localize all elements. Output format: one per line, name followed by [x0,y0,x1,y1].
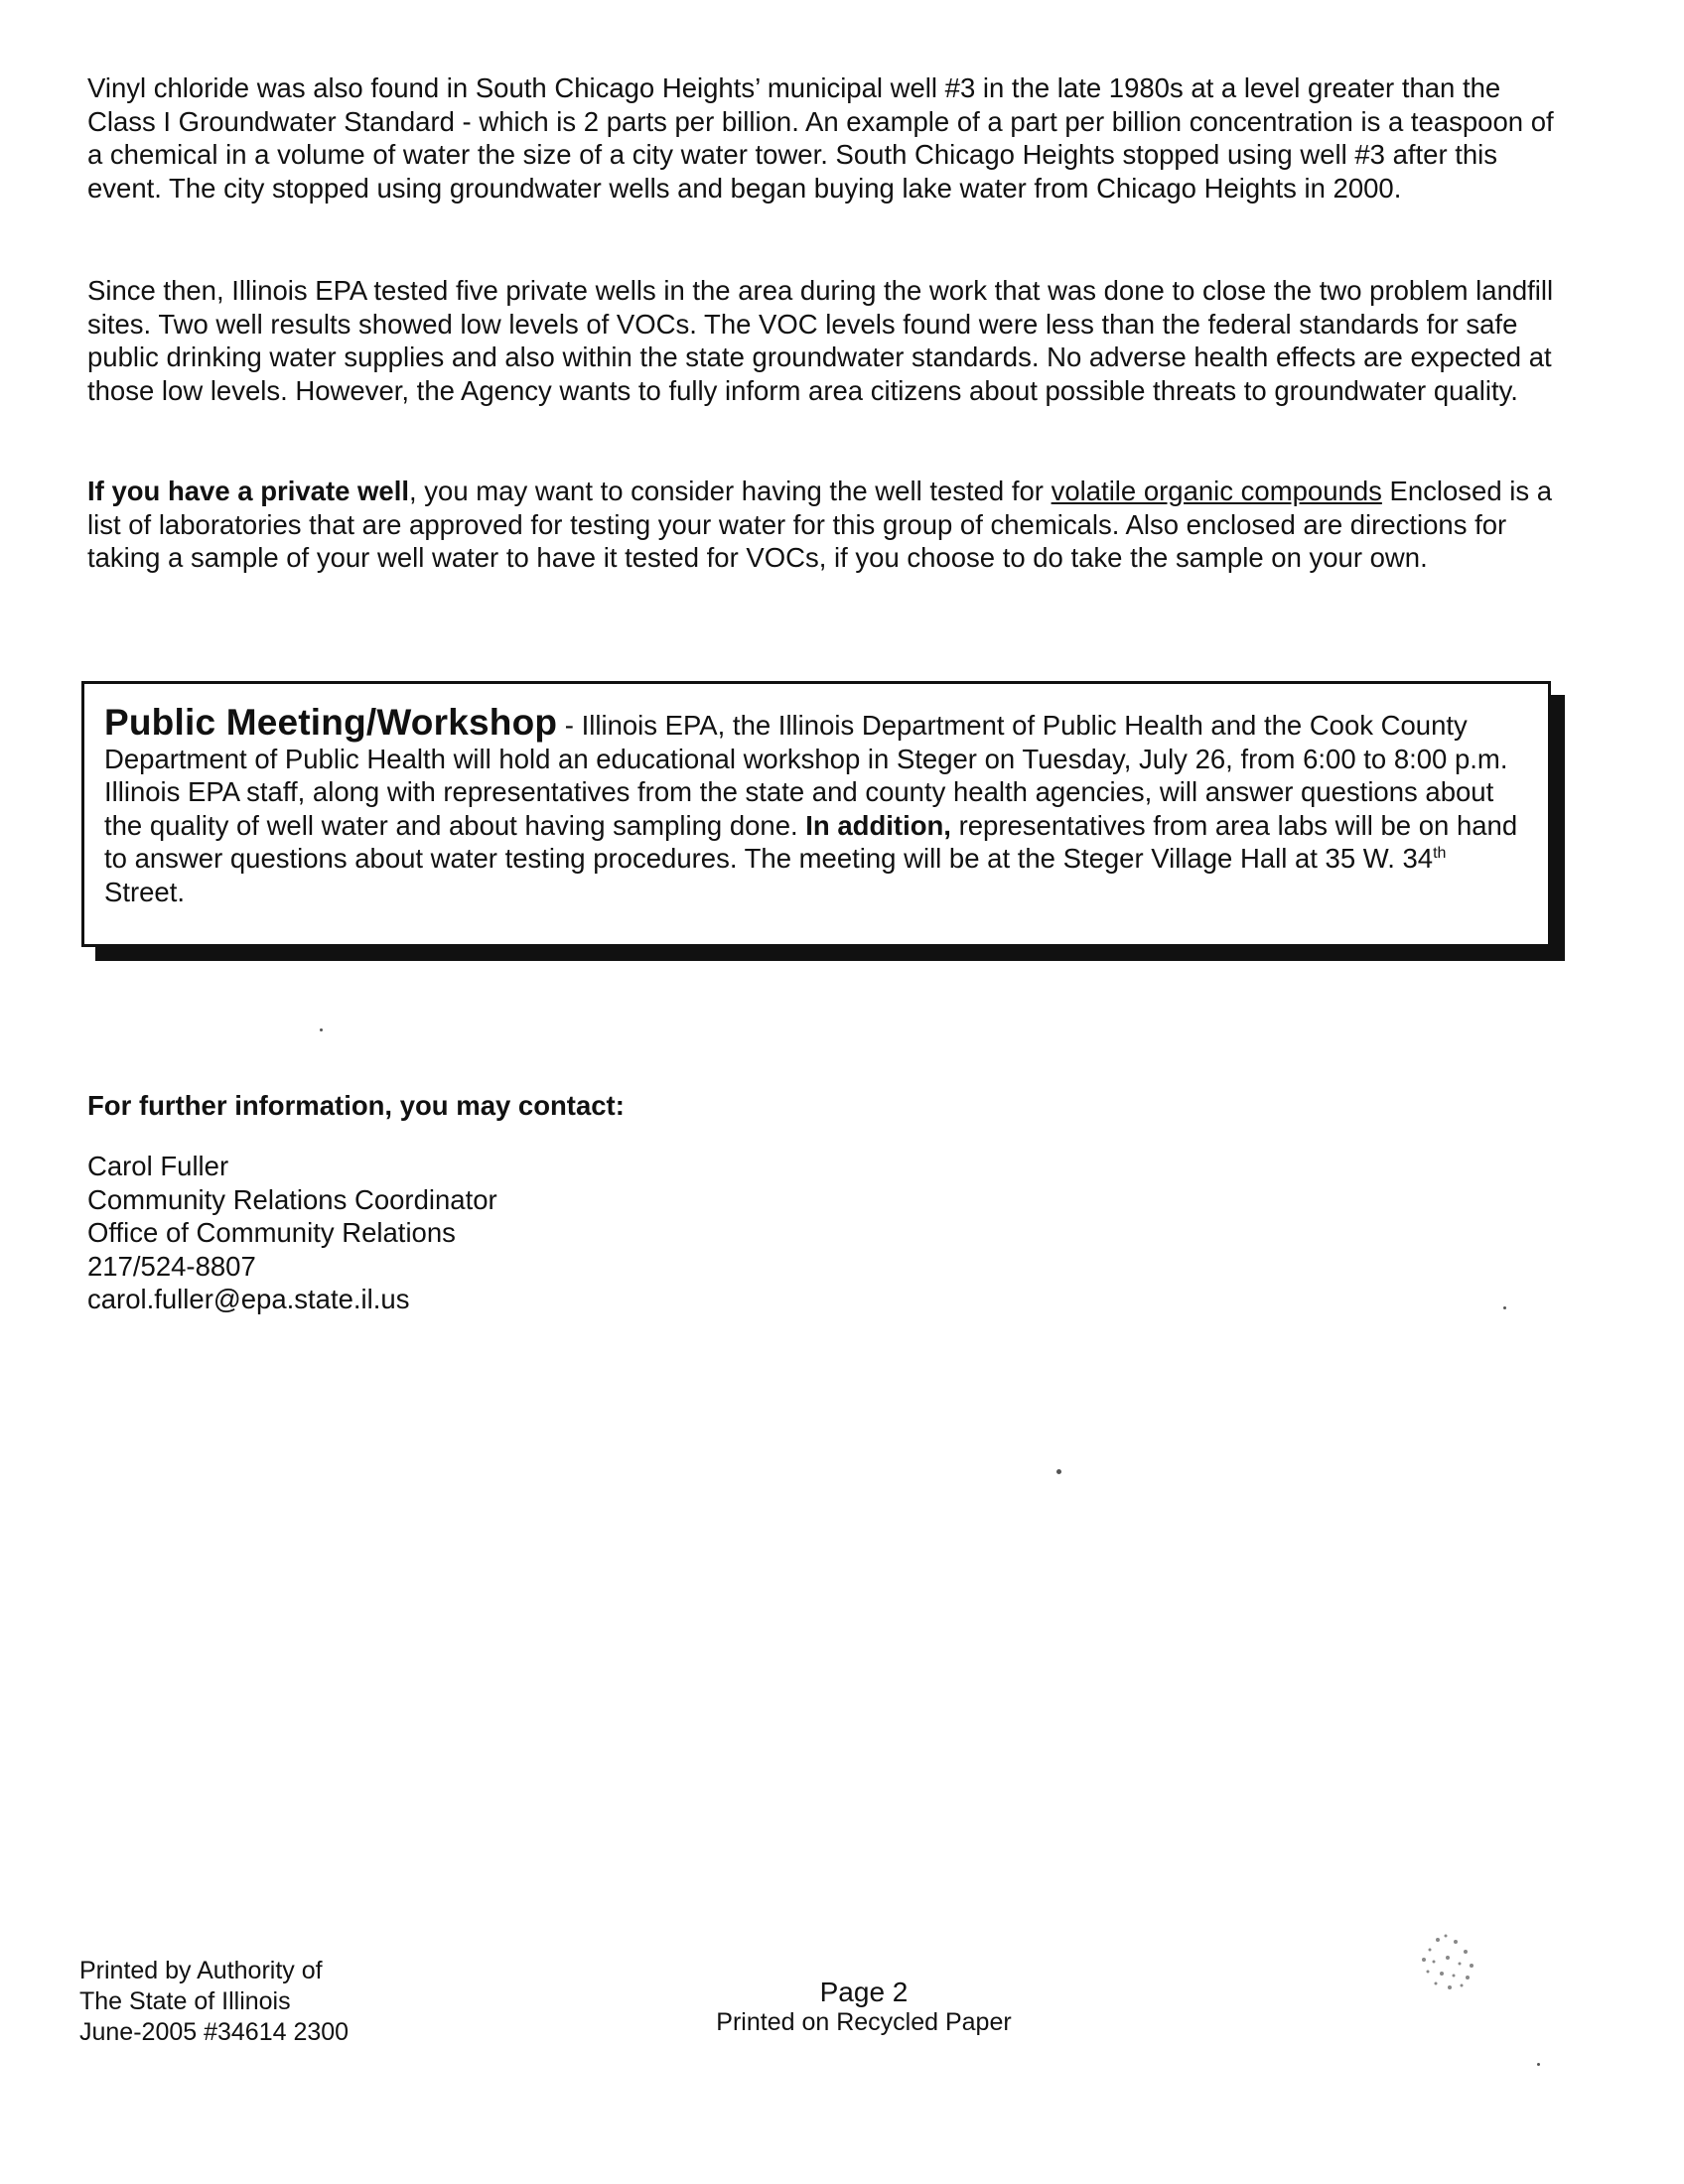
contact-phone: 217/524-8807 [87,1250,256,1282]
scan-speck [1056,1469,1061,1474]
private-well-text-a: , you may want to consider having the well tested for [409,476,1052,506]
meeting-text-a: - Illinois EPA, the Illinois Department of Public Health and the Cook County Department of Public Health will hold an educational workshop in Steger on Tuesday, July 26, from 6:00 to 8:00 p.m. Illinois EPA staff, along with representatives from the state and county health agencies, will answer questions about the quality of well water and about having sampling done. [104,710,1508,841]
contact-heading: For further information, you may contact: [87,1090,625,1121]
contact-name: Carol Fuller [87,1151,229,1181]
contact-email: carol.fuller@epa.state.il.us [87,1284,410,1314]
public-meeting-text [104,702,1534,908]
meeting-text-c: Street. [104,876,186,907]
footer-line-3: June-2005 #34614 2300 [79,2018,350,2046]
recycled-paper-note: Printed on Recycled Paper [716,2008,1012,2036]
page-number: Page 2 [819,1977,909,2007]
meeting-text-b: representatives from area labs will be on hand to answer questions about water testing procedures. The meeting will be at the Steger Village Hall at 35 W. 34 [104,809,1518,874]
footer-printing-authority [79,1956,349,2048]
paragraph-vinyl-chloride: Vinyl chloride was also found in South Chicago Heights’ municipal well #3 in the late 1980s at a level greater than the Class I Groundwater Standard - which is 2 parts per billion. An example of a part per billion concentration is a teaspoon of a chemical in a volume of water the size of a city water tower. South Chicago Heights stopped using well #3 after this event. The city stopped using groundwater wells and began buying lake water from Chicago Heights in 2000. [87,72,1554,204]
paragraph-private-wells-tested: Since then, Illinois EPA tested five private wells in the area during the work that was done to close the two problem landfill sites. Two well results showed low levels of VOCs. The VOC levels found were less than the federal standards for safe public drinking water supplies and also within the state groundwater standards. No adverse health effects are expected at those low levels. However, the Agency wants to fully inform area citizens about possible threats to groundwater quality. [87,275,1554,406]
voc-underlined-term: volatile organic compounds [1051,476,1382,506]
footer-line-2: The State of Illinois [79,1987,291,2015]
scan-speck [1503,1306,1506,1309]
scan-speck [320,1028,323,1031]
private-well-lead: If you have a private well [87,476,410,506]
contact-title: Community Relations Coordinator [87,1183,497,1215]
recycled-logo-icon [1386,1926,1505,2005]
scan-speck [1537,2063,1540,2066]
ordinal-superscript: th [1433,844,1447,862]
footer-line-1: Printed by Authority of [79,1957,323,1984]
public-meeting-heading: Public Meeting/Workshop [104,702,558,743]
contact-block [87,1150,497,1316]
footer-center [695,1978,1033,2037]
paragraph-private-well-advice [87,475,1557,575]
private-well-text-b: Enclosed is a list of laboratories that are approved for testing your water for this group of chemicals. Also enclosed are directions for taking a sample of your well water to have it tested for VOCs, if you choose to do take the sample on your own. [87,476,1553,573]
meeting-text-bold: In addition, [805,809,951,841]
contact-office: Office of Community Relations [87,1217,456,1248]
public-meeting-box [81,681,1551,947]
